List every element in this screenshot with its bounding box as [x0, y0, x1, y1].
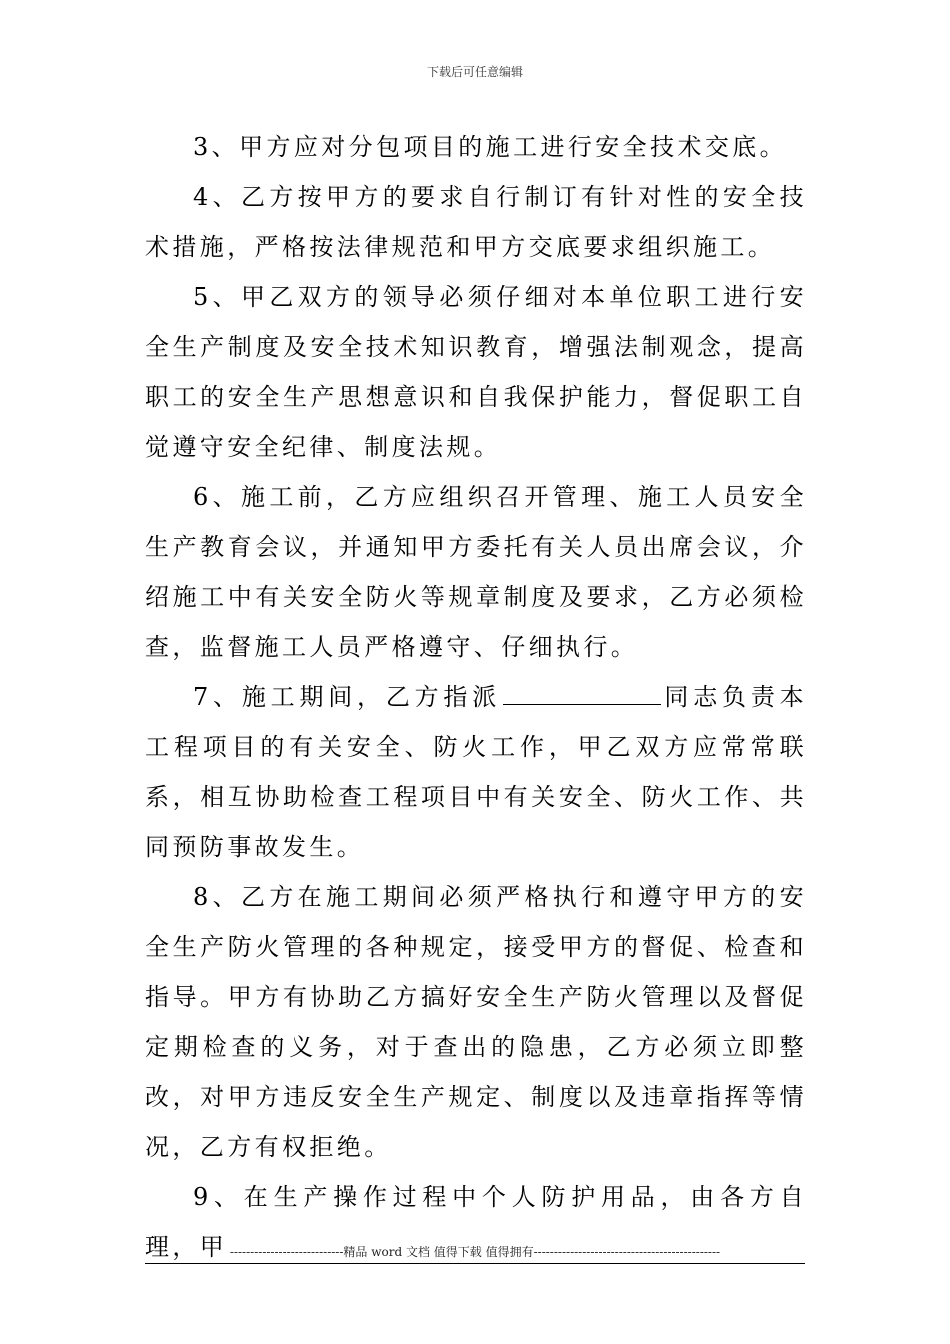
paragraph-4: 4、乙方按甲方的要求自行制订有针对性的安全技术措施，严格按法律规范和甲方交底要求组织施工。: [145, 183, 807, 261]
fill-in-blank-line[interactable]: [503, 682, 661, 705]
paragraph-7-after: 同志负责本工程项目的有关安全、防火工作，甲乙双方应常常联系，相互协助检查工程项目中有关安全、防火工作、共同预防事故发生。: [145, 683, 808, 861]
page-header: [0, 64, 950, 80]
footer-text: ----------------------------精品 word 文档 值得下载 值得拥有----------------------------------------------: [229, 1245, 721, 1259]
paragraph-6: 6、施工前，乙方应组织召开管理、施工人员安全生产教育会议，并通知甲方委托有关人员出席会议，介绍施工中有关安全防火等规章制度及要求，乙方必须检查，监督施工人员严格遵守、仔细执行。: [145, 483, 807, 661]
footer-divider: [145, 1263, 805, 1264]
paragraph-8: 8、乙方在施工期间必须严格执行和遵守甲方的安全生产防火管理的各种规定，接受甲方的督促、检查和指导。甲方有协助乙方搞好安全生产防火管理以及督促定期检查的义务，对于查出的隐患，乙方必须立即整改，对甲方违反安全生产规定、制度以及违章指挥等情况，乙方有权拒绝。: [145, 883, 807, 1161]
page-footer: [0, 1244, 950, 1260]
paragraph-3: 3、甲方应对分包项目的施工进行安全技术交底。: [193, 133, 788, 161]
paragraph-9: 9、在生产操作过程中个人防护用品，由各方自理，甲: [145, 1183, 807, 1261]
paragraph-5: 5、甲乙双方的领导必须仔细对本单位职工进行安全生产制度及安全技术知识教育，增强法制观念，提高职工的安全生产思想意识和自我保护能力，督促职工自觉遵守安全纪律、制度法规。: [145, 283, 807, 461]
paragraph-7-before: 7、施工期间，乙方指派: [193, 683, 502, 711]
paragraph-7: [145, 672, 807, 872]
document-body: [145, 122, 807, 1272]
header-text: 下载后可任意编辑: [426, 65, 523, 79]
